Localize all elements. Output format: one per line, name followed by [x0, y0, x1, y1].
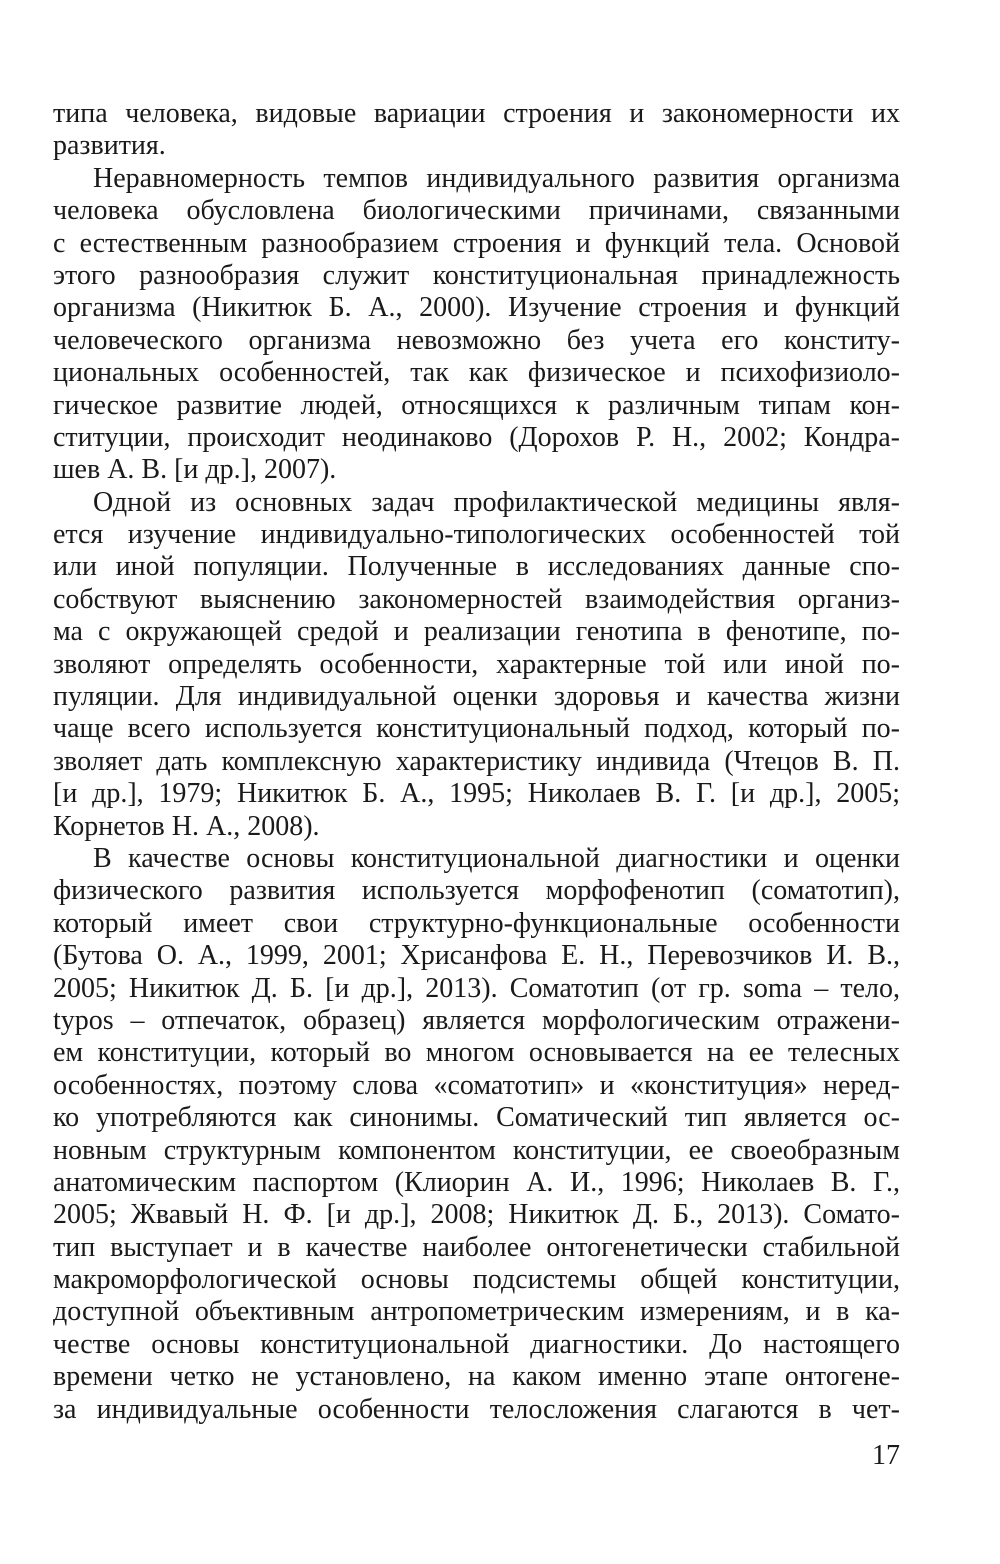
paragraph	[53, 98, 900, 163]
text-line: этого разнообразия служит конституциональная принадлежность	[53, 259, 900, 291]
text-line: ем конституции, который во многом основывается на ее телесных	[53, 1037, 900, 1069]
text-line: организма (Никитюк Б. А., 2000). Изучение строения и функций	[53, 292, 900, 324]
text-line: с естественным разнообразием строения и функций тела. Основой	[53, 227, 900, 259]
text-line: ко употребляются как синонимы. Соматический тип является ос-	[53, 1102, 900, 1134]
body-text	[53, 98, 900, 1426]
text-line: времени четко не установлено, на каком именно этапе онтогене-	[53, 1361, 900, 1393]
text-line: доступной объективным антропометрическим измерениям, и в ка-	[53, 1296, 900, 1328]
text-line: ется изучение индивидуально-типологических особенностей той	[53, 519, 900, 551]
paragraph	[53, 487, 900, 843]
paragraph	[53, 843, 900, 1426]
text-line: или иной популяции. Полученные в исследованиях данные спо-	[53, 551, 900, 583]
text-line: честве основы конституциональной диагностики. До настоящего	[53, 1328, 900, 1360]
text-line: зволяет дать комплексную характеристику индивида (Чтецов В. П.	[53, 745, 900, 777]
text-line: ституции, происходит неодинаково (Дорохов Р. Н., 2002; Кондра-	[53, 421, 900, 453]
text-line: [и др.], 1979; Никитюк Б. А., 1995; Николаев В. Г. [и др.], 2005;	[53, 778, 900, 810]
text-line: который имеет свои структурно-функциональные особенности	[53, 907, 900, 939]
text-line: ма с окружающей средой и реализации генотипа в фенотипе, по-	[53, 616, 900, 648]
text-line: особенностях, поэтому слова «соматотип» и «конституция» неред-	[53, 1069, 900, 1101]
text-line: человеческого организма невозможно без учета его конститу-	[53, 324, 900, 356]
text-line: зволяют определять особенности, характерные той или иной по-	[53, 648, 900, 680]
page-number: 17	[872, 1440, 900, 1471]
paragraph	[53, 163, 900, 487]
text-line: typos – отпечаток, образец) является морфологическим отражени-	[53, 1004, 900, 1036]
text-line: макроморфологической основы подсистемы общей конституции,	[53, 1264, 900, 1296]
text-line: новным структурным компонентом конституции, ее своеобразным	[53, 1134, 900, 1166]
text-line: типа человека, видовые вариации строения и закономерности их	[53, 98, 900, 129]
text-line: Корнетов Н. А., 2008).	[53, 810, 320, 842]
text-line: анатомическим паспортом (Клиорин А. И., 1996; Николаев В. Г.,	[53, 1166, 900, 1198]
text-line: пуляции. Для индивидуальной оценки здоровья и качества жизни	[53, 681, 900, 713]
text-line: за индивидуальные особенности телосложения слагаются в чет-	[53, 1393, 900, 1425]
text-line: шев А. В. [и др.], 2007).	[53, 454, 337, 486]
text-line: гическое развитие людей, относящихся к различным типам кон-	[53, 389, 900, 421]
text-line: Одной из основных задач профилактической медицины явля-	[93, 486, 900, 518]
text-line: человека обусловлена биологическими причинами, связанными	[53, 195, 900, 227]
text-line: физического развития используется морфофенотип (соматотип),	[53, 875, 900, 907]
text-line: циональных особенностей, так как физическое и психофизиоло-	[53, 357, 900, 389]
text-line: Неравномерность темпов индивидуального развития организма	[93, 162, 900, 194]
text-line: 2005; Жвавый Н. Ф. [и др.], 2008; Никитюк Д. Б., 2013). Сомато-	[53, 1199, 900, 1231]
text-line: чаще всего используется конституциональный подход, который по-	[53, 713, 900, 745]
text-line: 2005; Никитюк Д. Б. [и др.], 2013). Соматотип (от гр. soma – тело,	[53, 972, 900, 1004]
text-line: В качестве основы конституциональной диагностики и оценки	[93, 842, 900, 874]
text-line: собствуют выяснению закономерностей взаимодействия организ-	[53, 583, 900, 615]
text-line: развития.	[53, 130, 166, 162]
text-line: тип выступает и в качестве наиболее онтогенетически стабильной	[53, 1231, 900, 1263]
text-line: (Бутова О. А., 1999, 2001; Хрисанфова Е. Н., Перевозчиков И. В.,	[53, 940, 900, 972]
